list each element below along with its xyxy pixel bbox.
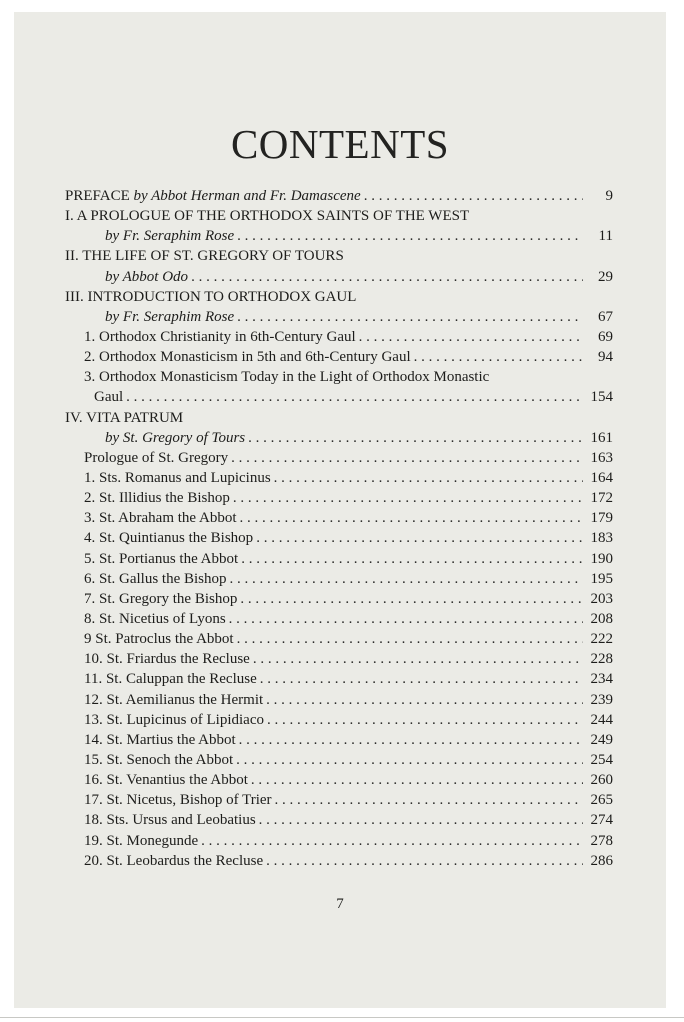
dot-leader xyxy=(231,448,583,468)
toc-entry-page: 11 xyxy=(598,228,613,245)
toc-entry xyxy=(65,488,613,508)
toc-entry-title xyxy=(84,790,272,810)
toc-entry-page: 69 xyxy=(598,328,613,345)
toc-entry xyxy=(65,387,613,407)
toc-entry-page: 228 xyxy=(590,651,613,668)
toc-entry-title xyxy=(84,609,226,629)
toc-entry-page: 254 xyxy=(590,751,613,768)
toc-entry xyxy=(65,790,613,810)
toc-entry-title xyxy=(65,186,361,206)
toc-entry-page: 164 xyxy=(590,469,613,486)
toc-entry-page: 190 xyxy=(590,550,613,567)
toc-entry xyxy=(65,851,613,871)
book-page xyxy=(14,12,666,1008)
dot-leader xyxy=(236,750,583,770)
dot-leader xyxy=(253,649,583,669)
toc-entry-title xyxy=(84,549,238,569)
toc-entry-label: 11. St. Caluppan the Recluse xyxy=(84,671,257,688)
toc-entry-page: 94 xyxy=(598,349,613,366)
dot-leader xyxy=(266,690,583,710)
dot-leader xyxy=(266,851,583,871)
dot-leader xyxy=(237,629,583,649)
dot-leader xyxy=(274,468,583,488)
toc-entry xyxy=(65,267,613,287)
dot-leader xyxy=(237,307,583,327)
toc-entry-label: 2. Orthodox Monasticism in 5th and 6th-Century Gaul xyxy=(84,349,411,366)
toc-entry-label: 7. St. Gregory the Bishop xyxy=(84,590,238,607)
toc-entry-page: 222 xyxy=(590,631,613,648)
toc-entry xyxy=(65,589,613,609)
toc-entry-page: 234 xyxy=(590,671,613,688)
toc-entry xyxy=(65,549,613,569)
toc-entry-page: 208 xyxy=(590,610,613,627)
dot-leader xyxy=(248,428,583,448)
toc-entry xyxy=(65,468,613,488)
toc-entry-page: 203 xyxy=(590,590,613,607)
toc-entry-title xyxy=(65,206,469,226)
toc-entry-title xyxy=(84,488,230,508)
toc-entry-title xyxy=(84,851,263,871)
toc-entry-page: 274 xyxy=(590,812,613,829)
toc-entry-page: 172 xyxy=(590,490,613,507)
toc-entry-label: 17. St. Nicetus, Bishop of Trier xyxy=(84,792,272,809)
toc-entry xyxy=(65,307,613,327)
toc-entry-title xyxy=(84,468,271,488)
toc-entry-title xyxy=(84,569,227,589)
toc-entry-label: III. INTRODUCTION TO ORTHODOX GAUL xyxy=(65,288,357,305)
toc-entry-title xyxy=(65,246,344,266)
toc-entry-label: PREFACE xyxy=(65,188,130,204)
toc-entry-label: 13. St. Lupicinus of Lipidiaco xyxy=(84,711,264,728)
toc-entry-label: 19. St. Monegunde xyxy=(84,832,199,849)
toc-entry xyxy=(65,226,613,246)
toc-entry-title xyxy=(65,408,183,428)
toc-entry-author: by Abbot Herman and Fr. Damascene xyxy=(133,188,361,204)
toc-entry-label: II. THE LIFE OF ST. GREGORY OF TOURS xyxy=(65,248,344,265)
toc-entry xyxy=(65,528,613,548)
toc-entry xyxy=(65,287,613,307)
dot-leader xyxy=(260,669,583,689)
toc-entry-title xyxy=(84,528,253,548)
toc-entry-label: 12. St. Aemilianus the Hermit xyxy=(84,691,264,708)
toc-entry-author: by St. Gregory of Tours xyxy=(105,429,246,446)
toc-entry-title xyxy=(84,629,234,649)
toc-entry-label: 16. St. Venantius the Abbot xyxy=(84,772,248,789)
toc-entry-title xyxy=(105,226,234,246)
page-title: CONTENTS xyxy=(230,121,450,167)
dot-leader xyxy=(201,831,583,851)
toc-entry-label: 5. St. Portianus the Abbot xyxy=(84,550,239,567)
toc-entry xyxy=(65,710,613,730)
divider xyxy=(0,1017,684,1018)
toc-entry-page: 161 xyxy=(590,429,613,446)
toc-entry-title xyxy=(84,508,237,528)
toc-entry-label: 2. St. Illidius the Bishop xyxy=(84,490,230,507)
dot-leader xyxy=(259,810,583,830)
toc-entry-page: 67 xyxy=(598,308,613,325)
toc-entry-author: by Abbot Odo xyxy=(105,268,189,285)
toc-entry-label: I. A PROLOGUE OF THE ORTHODOX SAINTS OF THE WEST xyxy=(65,208,470,225)
toc-entry xyxy=(65,408,613,428)
toc-entry-label: IV. VITA PATRUM xyxy=(65,409,184,426)
toc-entry-label: 3. Orthodox Monasticism Today in the Light of Orthodox Monastic xyxy=(84,369,490,386)
toc-entry-page: 244 xyxy=(590,711,613,728)
toc-entry-title xyxy=(84,690,263,710)
dot-leader xyxy=(233,488,583,508)
toc-entry-page: 154 xyxy=(590,389,613,406)
toc-entry-page: 239 xyxy=(590,691,613,708)
dot-leader xyxy=(251,770,583,790)
toc-entry-page: 195 xyxy=(590,570,613,587)
toc-entry-title xyxy=(84,589,237,609)
toc-entry xyxy=(65,629,613,649)
dot-leader xyxy=(241,549,583,569)
toc-entry-label: 20. St. Leobardus the Recluse xyxy=(84,852,264,869)
toc-entry-title xyxy=(105,428,245,448)
toc-entry-label: 9 St. Patroclus the Abbot xyxy=(84,631,234,648)
toc-entry-label: 6. St. Gallus the Bishop xyxy=(84,570,227,587)
dot-leader xyxy=(237,226,583,246)
dot-leader xyxy=(364,186,583,206)
toc-entry-title xyxy=(84,347,411,367)
toc-entry-page: 286 xyxy=(590,852,613,869)
dot-leader xyxy=(240,589,583,609)
toc-entry-label: 4. St. Quintianus the Bishop xyxy=(84,530,254,547)
toc-entry xyxy=(65,347,613,367)
toc-entry xyxy=(65,690,613,710)
dot-leader xyxy=(239,730,583,750)
toc-entry-title xyxy=(84,669,257,689)
dot-leader xyxy=(275,790,583,810)
toc-entry-label: 8. St. Nicetius of Lyons xyxy=(84,610,226,627)
toc-entry-page: 29 xyxy=(598,268,613,285)
dot-leader xyxy=(126,387,583,407)
toc-entry-label: Prologue of St. Gregory xyxy=(84,449,229,466)
toc-entry-title xyxy=(84,770,248,790)
toc-entry xyxy=(65,649,613,669)
toc-entry-page: 9 xyxy=(605,188,613,204)
toc-entry-title xyxy=(84,710,264,730)
dot-leader xyxy=(414,347,583,367)
toc-entry xyxy=(65,186,613,206)
toc-entry-label: 1. Sts. Romanus and Lupicinus xyxy=(84,469,271,486)
toc-entry-page: 183 xyxy=(590,530,613,547)
dot-leader xyxy=(267,710,583,730)
table-of-contents xyxy=(65,186,613,871)
toc-entry-label: 18. Sts. Ursus and Leobatius xyxy=(84,812,256,829)
toc-entry-label: 15. St. Senoch the Abbot xyxy=(84,751,234,768)
dot-leader xyxy=(359,327,583,347)
toc-entry xyxy=(65,327,613,347)
toc-entry-title xyxy=(84,649,250,669)
toc-entry xyxy=(65,246,613,266)
toc-entry xyxy=(65,367,613,387)
toc-entry-title xyxy=(84,367,489,387)
toc-entry-title xyxy=(105,267,188,287)
toc-entry-title xyxy=(94,387,123,407)
toc-entry-title xyxy=(65,287,356,307)
dot-leader xyxy=(229,609,583,629)
toc-entry-title xyxy=(84,448,228,468)
toc-entry-label: 14. St. Martius the Abbot xyxy=(84,731,236,748)
toc-entry xyxy=(65,448,613,468)
dot-leader xyxy=(191,267,583,287)
toc-entry xyxy=(65,831,613,851)
page-number: 7 xyxy=(336,896,344,912)
toc-entry-title xyxy=(84,831,198,851)
toc-entry-label: 10. St. Friardus the Recluse xyxy=(84,651,250,668)
toc-entry xyxy=(65,569,613,589)
toc-entry-page: 260 xyxy=(590,772,613,789)
dot-leader xyxy=(230,569,583,589)
toc-entry xyxy=(65,750,613,770)
dot-leader xyxy=(240,508,584,528)
toc-entry-label: 3. St. Abraham the Abbot xyxy=(84,510,237,527)
toc-entry-page: 265 xyxy=(590,792,613,809)
toc-entry-label: Gaul xyxy=(94,389,124,406)
toc-entry-page: 278 xyxy=(590,832,613,849)
toc-entry-page: 249 xyxy=(590,731,613,748)
toc-entry xyxy=(65,810,613,830)
toc-entry-title xyxy=(84,327,356,347)
toc-entry xyxy=(65,508,613,528)
toc-entry xyxy=(65,609,613,629)
toc-entry-page: 163 xyxy=(590,449,613,466)
toc-entry xyxy=(65,730,613,750)
toc-entry-label: 1. Orthodox Christianity in 6th-Century Gaul xyxy=(84,328,356,345)
toc-entry xyxy=(65,428,613,448)
toc-entry xyxy=(65,669,613,689)
toc-entry-title xyxy=(84,810,256,830)
toc-entry xyxy=(65,206,613,226)
toc-entry-page: 179 xyxy=(590,510,613,527)
toc-entry-title xyxy=(84,750,233,770)
toc-entry-title xyxy=(84,730,236,750)
toc-entry-author: by Fr. Seraphim Rose xyxy=(105,228,235,245)
toc-entry-author: by Fr. Seraphim Rose xyxy=(105,308,235,325)
dot-leader xyxy=(256,528,583,548)
toc-entry xyxy=(65,770,613,790)
toc-entry-title xyxy=(105,307,234,327)
